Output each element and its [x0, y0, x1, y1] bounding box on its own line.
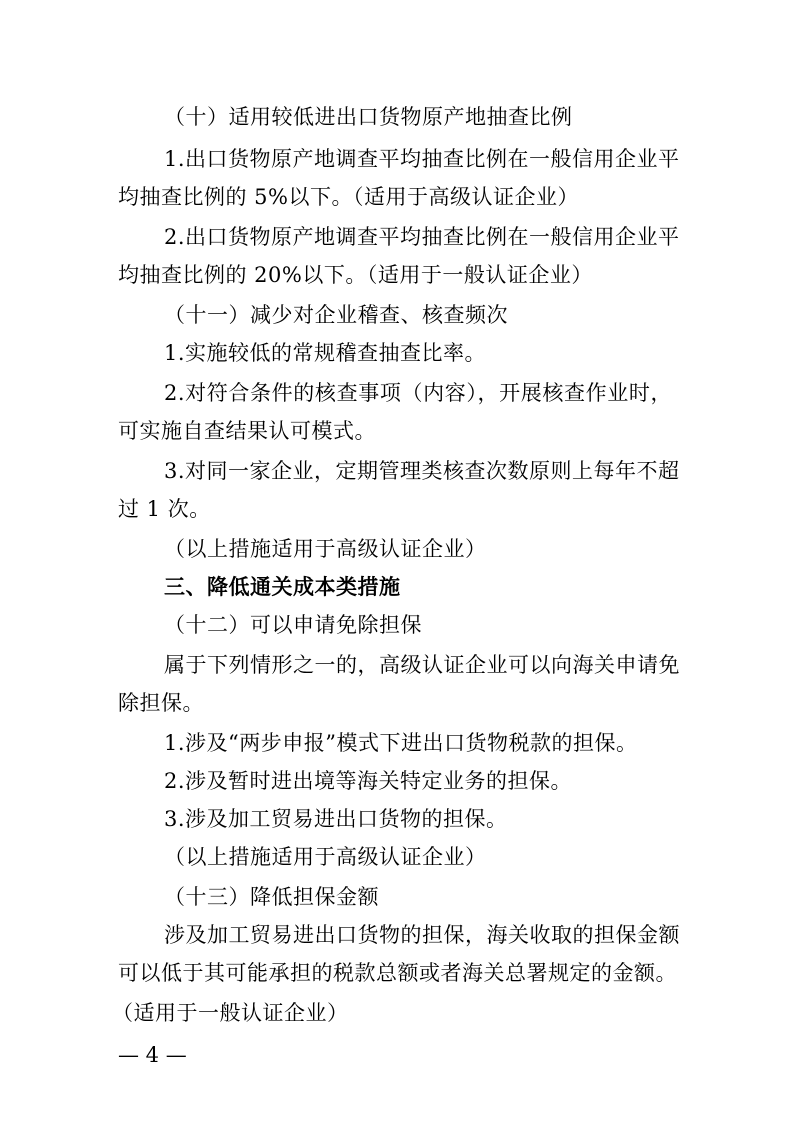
section-heading-3: 三、降低通关成本类措施	[164, 575, 401, 599]
note-line: （以上措施适用于高级认证企业）	[164, 845, 487, 869]
subheading-10: （十）适用较低进出口货物原产地抽查比例	[164, 105, 573, 129]
paragraph-line: 3.涉及加工贸易进出口货物的担保。	[164, 807, 508, 831]
paragraph-line: 3.对同一家企业，定期管理类核查次数原则上每年不超	[164, 459, 680, 483]
paragraph-line: 均抽查比例的 5%以下。（适用于高级认证企业）	[118, 185, 579, 209]
paragraph-line: 2.涉及暂时进出境等海关特定业务的担保。	[164, 769, 573, 793]
paragraph-line: 可实施自查结果认可模式。	[118, 419, 376, 443]
paragraph-line: 1.出口货物原产地调查平均抽查比例在一般信用企业平	[164, 147, 680, 171]
paragraph-line: 2.对符合条件的核查事项（内容），开展核查作业时，	[164, 381, 672, 405]
note-line: （以上措施适用于高级认证企业）	[164, 537, 487, 561]
page-number: — 4 —	[118, 1043, 187, 1067]
paragraph-line: 1.实施较低的常规稽查抽查比率。	[164, 341, 487, 365]
paragraph-line: 过 1 次。	[118, 497, 211, 521]
paragraph-line: 属于下列情形之一的，高级认证企业可以向海关申请免	[164, 653, 680, 677]
subheading-13: （十三）降低担保金额	[164, 885, 379, 909]
paragraph-line: 可以低于其可能承担的税款总额或者海关总署规定的金额。	[118, 961, 677, 985]
subheading-11: （十一）减少对企业稽查、核查频次	[164, 303, 508, 327]
paragraph-line: 均抽查比例的 20%以下。（适用于一般认证企业）	[118, 263, 593, 287]
paragraph-line: （适用于一般认证企业）	[112, 1001, 349, 1025]
paragraph-line: 2.出口货物原产地调查平均抽查比例在一般信用企业平	[164, 225, 680, 249]
subheading-12: （十二）可以申请免除担保	[164, 613, 422, 637]
paragraph-line: 1.涉及“两步申报”模式下进出口货物税款的担保。	[164, 731, 638, 755]
paragraph-line: 除担保。	[118, 691, 204, 715]
paragraph-line: 涉及加工贸易进出口货物的担保，海关收取的担保金额	[164, 923, 680, 947]
